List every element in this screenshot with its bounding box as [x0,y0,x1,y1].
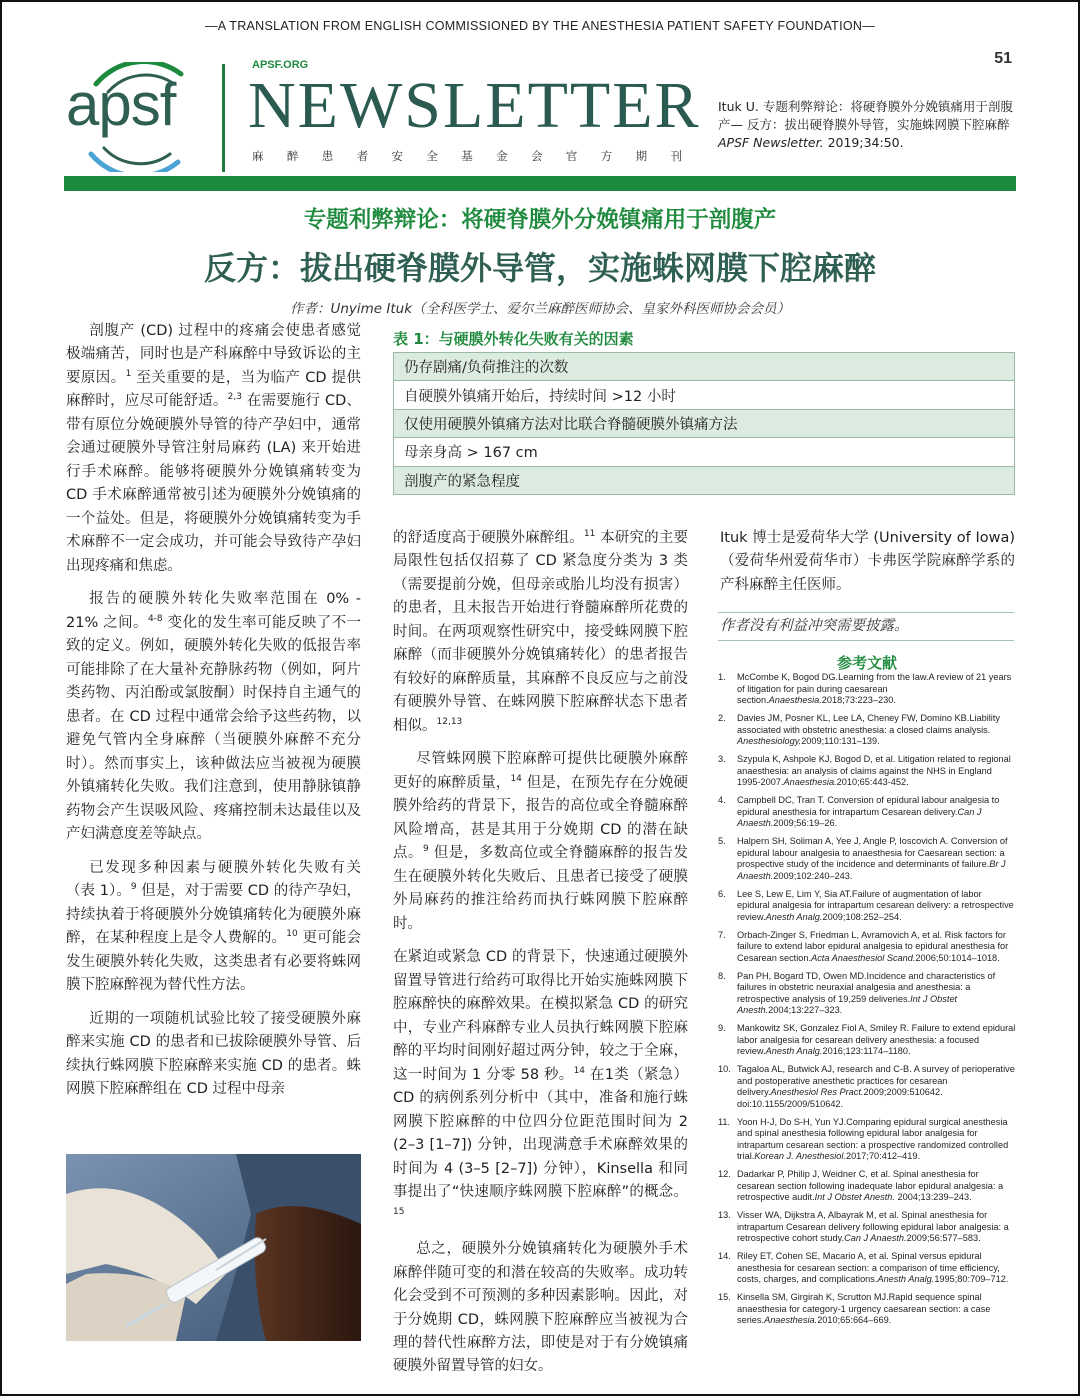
reference-authors: Campbell DC, Tran T. Conversion of epidural labour analgesia to epidural anesthesia for intrapartum Cesarean delivery. [737,795,1000,817]
reference-item [718,672,1016,707]
paragraph: 总之，硬膜外分娩镇痛转化为硬膜外手术麻醉伴随可变的和潜在较高的失败率。成功转化会受到不可预测的多种因素影响。因此，对于分娩期 CD，蛛网膜下腔麻醉应当被视为合理的替代性麻醉方法，即使是对于有分娩镇痛硬膜外留置导管的妇女。 [393,1241,688,1375]
reference-journal: Anaesthesia. [783,777,837,787]
subtitle-char: 刊 [670,149,682,163]
reference-journal: Int J Obstet Anesth. [814,1192,895,1202]
reference-number: 6. [718,888,726,899]
paragraph: 报告的硬膜外转化失败率范围在 0% - 21% 之间。$^{4-8}$ 变化的发生率可能反映了不一致的定义。例如，硬膜外转化失败的低报告率可能排除了在大量补充静脉药物（例如，阿片类药物、丙泊酚或氯胺酮）时保持自主通气的患者。在 CD 过程中通常会给予这些药物，以避免气管内全身麻醉（当硬膜外麻醉不充分时）。然而事实上，该种做法应当被视为硬膜外镇痛转化失败。我们注意到，使用静脉镇静药物会产生误吸风险、疼痛控制未达最佳以及产妇满意度差等缺点。 [66,591,361,843]
reference-journal: Br J Anaesth. [737,859,1006,881]
page-number: 51 [994,50,1012,67]
reference-journal: Anesth Analg. [877,1274,935,1284]
reference-volume: 2010;65:664–669. [817,1315,892,1325]
reference-item [718,836,1016,882]
reference-volume: 2009;108:252–254. [822,911,902,922]
reference-item [718,1251,1016,1286]
reference-volume: 2009;102:240–243. [773,870,853,881]
reference-item [718,754,1016,789]
reference-authors: Visser WA, Dijkstra A, Albayrak M, et al. Spinal anesthesia for intrapartum Cesarean delivery following epidural labor analgesia: a retrospective cohort study. [737,1210,1009,1243]
table-cell: 自硬膜外镇痛开始后，持续时间 >12 小时 [394,381,1015,409]
subtitle-char: 基 [461,149,473,163]
references-title: 参考文献 [836,654,897,672]
divider [718,612,1014,613]
table-cell: 仅使用硬膜外镇痛方法对比联合脊髓硬膜外镇痛方法 [394,409,1015,437]
subtitle-char: 醉 [286,149,299,163]
reference-item [718,971,1016,1017]
reference-number: 15. [718,1292,731,1302]
table-cell: 母亲身高 > 167 cm [394,438,1015,466]
reference-item [718,1169,1016,1204]
reference-volume: 2004;13:227–323. [768,1005,843,1015]
reference-authors: Mankowitz SK, Gonzalez Fiol A, Smiley R. Failure to extend epidural labor analgesia for cesarean delivery anesthesia: a focused review. [737,1023,1016,1056]
column-1 [66,320,361,1112]
paragraph: 已发现多种因素与硬膜外转化失败有关（表 1）。$^9$ 但是，对于需要 CD 的待产孕妇，持续执着于将硬膜外分娩镇痛转化为硬膜外麻醉，在某种程度上是令人费解的。$^{10}$ 更可能会发生硬膜外转化失败，这类患者有必要将蛛网膜下腔麻醉视为替代性方法。 [66,859,362,994]
reference-authors: Tagaloa AL, Butwick AJ, research and C-B. A survey of perioperative and postoperative anesthetic practices for cesarean delivery. [737,1064,1015,1097]
reference-journal: Int J Obstet Anesth. [737,993,958,1015]
subtitle-char: 方 [600,149,613,163]
reference-journal: Anesth Analg. [765,911,823,922]
masthead-divider [222,64,225,172]
subtitle-char: 患 [321,149,334,163]
reference-volume: 2010;65:443-452. [836,777,909,787]
reference-volume: 2009;110:131–139. [801,736,880,746]
reference-authors: Dadarkar P, Philip J, Weidner C, et al. Spinal anesthesia for cesarean section following inadequate labor epidural analgesia: a retrospective audit. [737,1169,1004,1202]
epidural-procedure-photo [66,1154,361,1341]
reference-journal: Can J Anaesth. [737,806,982,828]
reference-volume: 2006;50:1014–1018. [915,952,1000,963]
paragraph: 剖腹产 (CD) 过程中的疼痛会使患者感觉极端痛苦，同时也是产科麻醉中导致诉讼的主要原因。$^1$ 至关重要的是，当为临产 CD 提供麻醉时，应尽可能舒适。$^{2,3}$ 在需要施行 CD、带有原位分娩硬膜外导管的待产孕妇中，通常会通过硬膜外导管注射局麻药 (LA) 来开始进行手术麻醉。能够将硬膜外分娩镇痛转变为 CD 手术麻醉通常被引述为硬膜外分娩镇痛的一个益处。但是，将硬膜外分娩镇痛转变为手术麻醉不一定会成功，并可能会导致待产孕妇出现疼痛和焦虑。 [66,323,362,574]
reference-volume: 2009;56:577–583. [906,1233,981,1243]
headline-title: 反方：拔出硬脊膜外导管，实施蛛网膜下腔麻醉 [203,249,876,287]
site-link[interactable]: APSF.ORG [252,59,309,71]
reference-authors: Riley ET, Cohen SE, Macario A, et al. Spinal versus epidural anesthesia for cesarean section: a comparison of time efficiency, costs, charges, and complications. [737,1251,1000,1284]
subtitle-char: 安 [391,149,403,163]
paragraph: 尽管蛛网膜下腔麻醉可提供比硬膜外麻醉更好的麻醉质量，$^{14}$ 但是，在预先存在分娩硬膜外给药的背景下，报告的高位或全脊髓麻醉风险增高，甚是其用于分娩期 CD 的潜在缺点。$^9$ 但是，多数高位或全脊髓麻醉的报告发生在硬膜外转化失败后、且患者已接受了硬膜外局麻药的推注给药而执行蛛网膜下腔麻醉时。 [393,751,689,932]
reference-journal: Anesthesiology. [737,736,802,746]
reference-journal: Anaesthesia. [764,1315,818,1325]
reference-number: 7. [718,929,726,940]
reference-number: 12. [718,1169,731,1179]
reference-authors: Orbach-Zinger S, Friedman L, Avramovich A, et al. Risk factors for failure to extend labor epidural analgesia to epidural anesthesia for Cesarean section. [737,929,1009,963]
logo-text: apsf [66,71,176,138]
reference-authors: Yoon H-J, Do S-H, Yun YJ.Comparing epidural surgical anesthesia and spinal anesthesia following epidural labor analgesia for intrapartum cesarean section: a prospective randomized controlled trial. [737,1116,1009,1161]
table-row [394,438,1015,466]
reference-number: 8. [718,970,726,981]
reference-volume: 2017;70:412–419. [845,1151,921,1161]
subtitle-char: 麻 [252,149,264,163]
paragraph: 在紧迫或紧急 CD 的背景下，快速通过硬膜外留置导管进行给药可取得比开始实施蛛网膜下腔麻醉快的麻醉效果。在模拟紧急 CD 的研究中，专业产科麻醉专业人员执行蛛网膜下腔麻醉的平均时间刚好超过两分钟，较之于全麻，这一时间为 1 分零 58 秒。$^{14}$ 在1类（紧急）CD 的病例系列分析中（其中，准备和施行蛛网膜下腔麻醉的中位四分位距范围时间为 2 (2–3 [1–7]) 分钟，出现满意手术麻醉效果的时间为 4 (3–5 [2–7]) 分钟），Kinsella 和同事提出了“快速顺序蛛网膜下腔麻醉”的概念。$^{15}$ [393,949,688,1217]
reference-journal: Anesth Analg. [765,1046,823,1056]
author-line: 作者：Unyime Ituk（全科医学士、爱尔兰麻醉医师协会、皇家外科医师协会会员） [289,301,791,317]
reference-journal: Anaesthesia. [768,695,822,705]
reference-item [718,713,1016,748]
reference-volume: 2009;2009:510642. doi:10.1155/2009/510642. [737,1087,943,1109]
reference-number: 14. [718,1251,731,1261]
subtitle-char: 者 [356,149,369,163]
reference-volume: 2004;13:239–243. [894,1192,972,1202]
disclosure: 作者没有利益冲突需要披露。 [720,618,909,634]
table-row [394,409,1015,437]
subtitle-char: 金 [496,149,508,163]
apsf-logo [66,62,206,172]
reference-number: 10. [718,1064,731,1074]
references-list [718,672,1016,1333]
reference-item [718,1117,1016,1163]
reference-item [718,1292,1016,1327]
reference-number: 5. [718,836,726,846]
table-row [394,353,1015,381]
reference-item [718,1023,1016,1058]
reference-volume: 1995;80:709–712. [934,1274,1009,1284]
reference-journal: Acta Anaesthesiol Scand. [811,952,916,963]
reference-authors: Szypula K, Ashpole KJ, Bogod D, et al. Litigation related to regional anaesthesia: an analysis of claims against the NHS in England 1995-2007. [737,754,1011,787]
subtitle-char: 官 [565,149,578,163]
table-cell: 剖腹产的紧急程度 [394,466,1015,494]
reference-volume: 2016;123:1174–1180. [822,1046,911,1056]
reference-authors: McCombe K, Bogod DG.Learning from the law.A review of 21 years of litigation for pain during caesarean section. [737,672,1012,705]
table-cell: 仍存剧痛/负荷推注的次数 [394,353,1015,381]
paragraph: 近期的一项随机试验比较了接受硬膜外麻醉来实施 CD 的患者和已拔除硬膜外导管、后续执行蛛网膜下腔麻醉来实施 CD 的患者。蛛网膜下腔麻醉组在 CD 过程中母亲 [66,1010,361,1098]
reference-item [718,795,1016,830]
reference-authors: Pan PH, Bogard TD, Owen MD.Incidence and characteristics of failures in obstetric neuraxial analgesia and anesthesia: a retrospective analysis of 19,259 deliveries. [737,970,996,1004]
reference-item [718,889,1016,924]
reference-item [718,930,1016,965]
reference-number: 2. [718,713,726,723]
reference-number: 9. [718,1023,726,1033]
reference-number: 3. [718,754,726,764]
reference-journal: Korean J. Anesthesiol. [754,1151,846,1161]
reference-item [718,1210,1016,1245]
reference-authors: Kinsella SM, Girgirah K, Scrutton MJ.Rapid sequence spinal anaesthesia for category-1 urgency caesarean section: a case series. [737,1292,991,1325]
newsletter-subtitle [252,148,682,164]
reference-journal: Anesthesiol Res Pract. [770,1087,864,1097]
header-bar [64,176,1016,191]
reference-number: 13. [718,1210,731,1220]
subtitle-char: 会 [531,149,543,163]
reference-volume: 2009;56:19–26. [773,818,838,828]
factors-table [393,352,1015,495]
translation-banner: —A TRANSLATION FROM ENGLISH COMMISSIONED BY THE ANESTHESIA PATIENT SAFETY FOUNDATION— [204,19,876,33]
reference-number: 1. [718,672,726,682]
reference-authors: Halpern SH, Soliman A, Yee J, Angle P, Ioscovich A. Conversion of epidural labour analgesia to anaesthesia for Caesarean section: a prospective study of the incidence and determinants of failure. [737,836,1008,869]
table-row [394,466,1015,494]
reference-item [718,1064,1016,1110]
table-title: 表 1：与硬膜外转化失败有关的因素 [393,330,634,348]
paragraph: 的舒适度高于硬膜外麻醉组。$^{11}$ 本研究的主要局限性包括仅招募了 CD 紧急度分类为 3 类（需要提前分娩，但母亲或胎儿均没有损害）的患者，且未报告开始进行脊髓麻醉所花费的时间。在两项观察性研究中，接受蛛网膜下腔麻醉（而非硬膜外分娩镇痛转化）的患者报告有较好的麻醉质量，其麻醉不良反应与之前没有硬膜外导管、在蛛网膜下腔麻醉状态下患者相似。$^{12,13}$ [393,529,689,734]
reference-number: 4. [718,795,726,805]
subtitle-char: 期 [635,149,648,163]
reference-number: 11. [718,1116,731,1127]
headline-topic: 专题利弊辩论：将硬脊膜外分娩镇痛用于剖腹产 [303,207,777,233]
subtitle-char: 全 [426,149,438,163]
reference-volume: 2018;73:223–230. [821,695,896,705]
table-row [394,381,1015,409]
author-bio: Ituk 博士是爱荷华大学 (University of Iowa)（爱荷华州爱荷华市）卡弗医学院麻醉学系的产科麻醉主任医师。 [720,530,1015,593]
reference-authors: Lee S, Lew E, Lim Y, Sia AT.Failure of augmentation of labor epidural analgesia for intrapartum cesarean delivery: a retrospective review. [737,888,1014,922]
divider [718,640,1014,641]
reference-authors: Davies JM, Posner KL, Lee LA, Cheney FW, Domino KB.Liability associated with obstetric anesthesia: a closed claims analysis. [737,713,1000,735]
citation: Ituk U. 专题利弊辩论：将硬脊膜外分娩镇痛用于剖腹产— 反方：拔出硬脊膜外导管，实施蛛网膜下腔麻醉 APSF Newsletter. 2019;34:50. [718,99,1013,151]
column-2 [393,527,688,1389]
newsletter-title: NEWSLETTER [248,69,701,142]
reference-journal: Can J Anaesth. [844,1233,907,1243]
